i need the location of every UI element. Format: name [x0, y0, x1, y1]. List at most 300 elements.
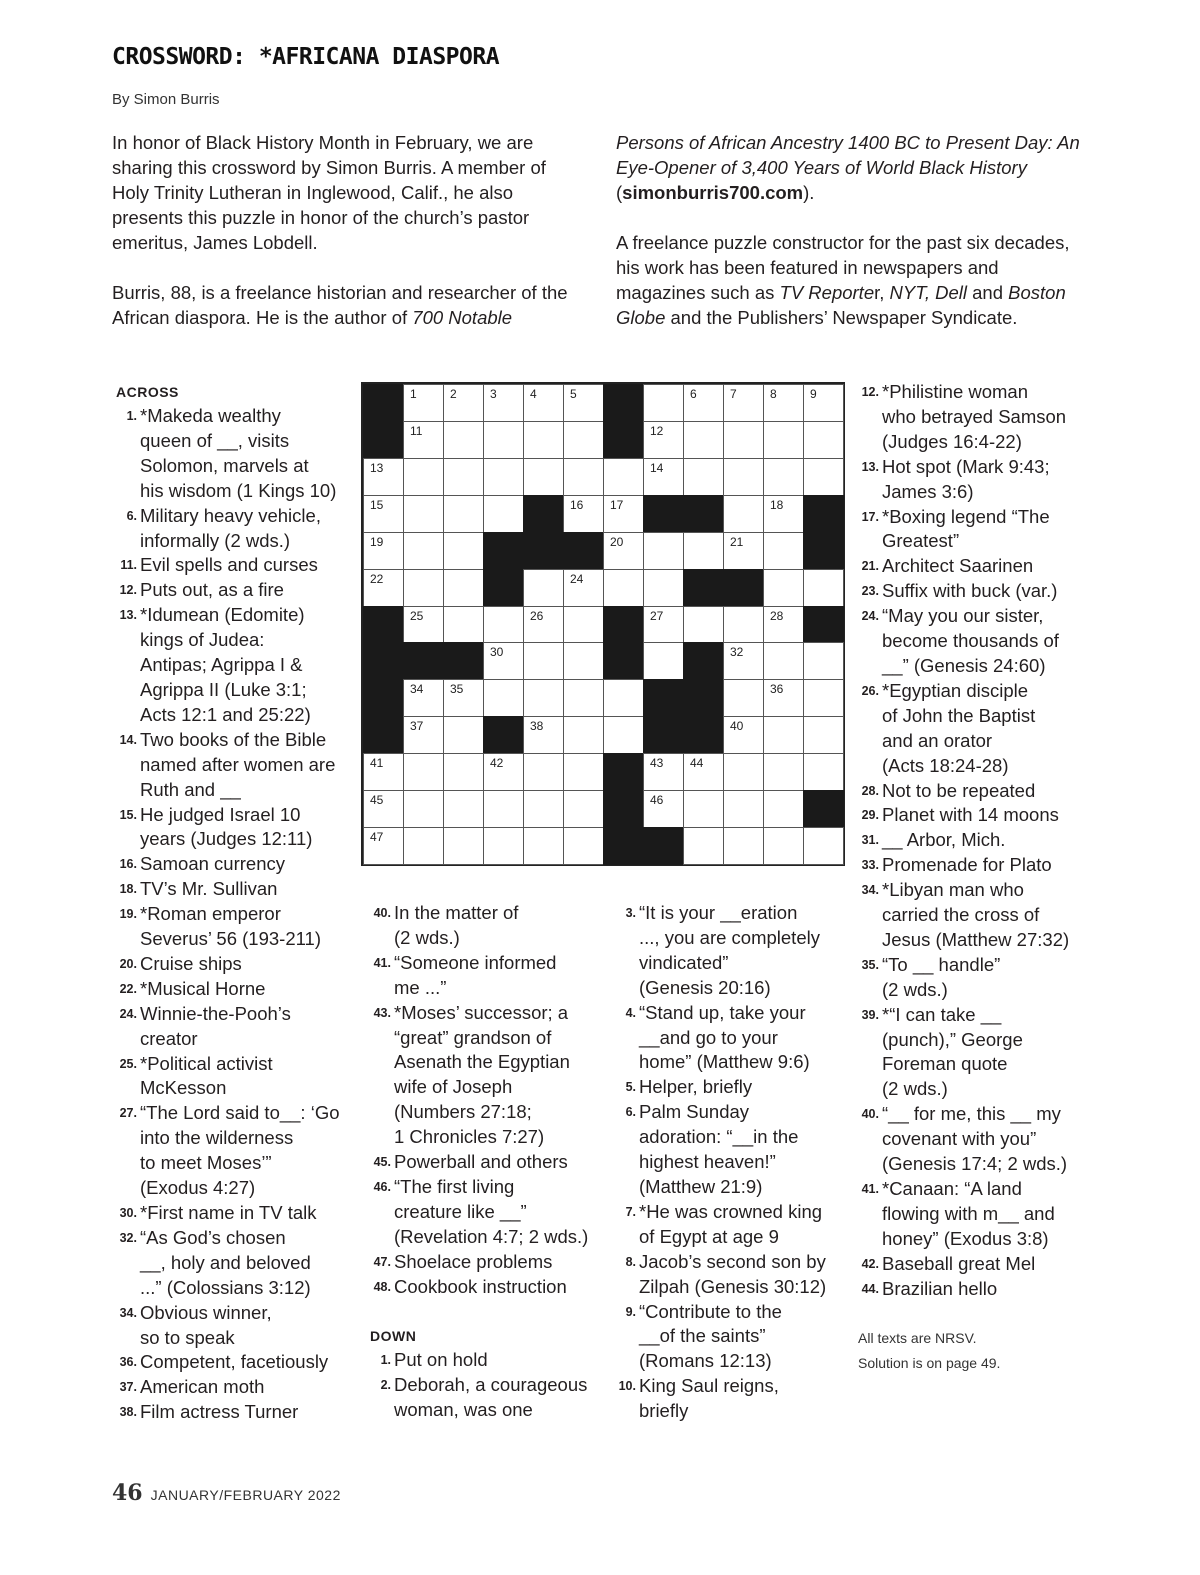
clue-number: 24.: [119, 1006, 137, 1021]
clue-number: 28.: [861, 783, 879, 798]
clue-text: In the matter of (2 wds.): [394, 902, 519, 948]
boston-globe: Boston Globe: [616, 282, 1066, 328]
grid-cell[interactable]: [443, 790, 484, 828]
grid-cell[interactable]: [723, 606, 764, 644]
grid-cell[interactable]: [443, 458, 484, 496]
grid-cell[interactable]: [643, 569, 684, 607]
down-clues-column-3: [612, 901, 852, 1424]
intro-paragraph-1: In honor of Black History Month in February, we are sharing this crossword by Simon Burris. A member of Holy Trinity Lutheran in Inglewood, Calif., he also presents this puzzle in honor of the church’s pastor emeritus, James Lobdell.: [112, 132, 546, 253]
black-square: [523, 495, 564, 533]
cell-number: 35: [450, 682, 464, 697]
clue-item: [855, 1277, 1095, 1302]
clue-text: Suffix with buck (var.): [882, 580, 1058, 602]
grid-cell[interactable]: [803, 827, 844, 865]
clue-number: 24.: [861, 609, 879, 624]
clue-item: [113, 1226, 353, 1301]
clue-item: [612, 1250, 852, 1300]
grid-cell[interactable]: [723, 753, 764, 791]
intro-p4-and: and: [967, 282, 1009, 303]
black-square: [723, 569, 764, 607]
clue-item: [855, 505, 1095, 555]
grid-cell[interactable]: [763, 421, 804, 459]
cell-number: 26: [530, 608, 544, 623]
clue-text: Cruise ships: [140, 952, 242, 974]
grid-cell[interactable]: [603, 679, 644, 717]
clue-text: Promenade for Plato: [882, 854, 1052, 876]
clue-item: [855, 779, 1095, 804]
page-number: 46: [112, 1480, 143, 1506]
clue-item: [612, 1001, 852, 1076]
cell-number: 43: [650, 756, 664, 771]
clue-text: Shoelace problems: [394, 1250, 553, 1272]
grid-cell[interactable]: [563, 716, 604, 754]
grid-cell[interactable]: [803, 458, 844, 496]
grid-cell[interactable]: [483, 421, 524, 459]
grid-cell[interactable]: [443, 421, 484, 459]
clue-item: [855, 455, 1095, 505]
clue-item: [855, 878, 1095, 953]
clue-item: [612, 1374, 852, 1424]
black-square: [363, 384, 404, 422]
grid-cell[interactable]: [563, 606, 604, 644]
grid-cell[interactable]: [523, 458, 564, 496]
black-square: [603, 790, 644, 828]
grid-cell[interactable]: [403, 827, 444, 865]
black-square: [363, 421, 404, 459]
clue-text: He judged Israel 10 years (Judges 12:11): [140, 803, 313, 850]
clue-item: [855, 953, 1095, 1003]
intro-p2-text: Burris, 88, is a freelance historian and researcher of the African diaspora. He is the author of: [112, 282, 568, 328]
clue-number: 36.: [119, 1355, 137, 1370]
black-square: [803, 532, 844, 570]
clue-item: [367, 1175, 607, 1250]
grid-cell[interactable]: [563, 827, 604, 865]
cell-number: 18: [770, 497, 784, 512]
grid-cell[interactable]: [523, 753, 564, 791]
grid-cell[interactable]: [563, 679, 604, 717]
black-square: [683, 495, 724, 533]
black-square: [683, 679, 724, 717]
grid-cell[interactable]: [643, 384, 684, 422]
grid-cell[interactable]: [563, 384, 604, 422]
clue-item: [113, 1301, 353, 1351]
clue-number: 25.: [119, 1056, 137, 1071]
clue-number: 19.: [119, 907, 137, 922]
grid-cell[interactable]: [403, 384, 444, 422]
clue-number: 29.: [861, 808, 879, 823]
black-square: [803, 790, 844, 828]
clue-item: [612, 1100, 852, 1200]
clue-text: “Someone informed me ...”: [394, 951, 557, 998]
grid-cell[interactable]: [683, 421, 724, 459]
grid-cell[interactable]: [763, 495, 804, 533]
clue-item: [113, 603, 353, 728]
grid-cell[interactable]: [443, 532, 484, 570]
grid-cell[interactable]: [683, 790, 724, 828]
grid-cell[interactable]: [523, 606, 564, 644]
clue-number: 1.: [380, 1353, 391, 1368]
black-square: [483, 569, 524, 607]
clue-number: 47.: [373, 1254, 391, 1269]
clue-item: [612, 1200, 852, 1250]
cell-number: 41: [370, 756, 384, 771]
black-square: [603, 384, 644, 422]
clue-number: 37.: [119, 1380, 137, 1395]
clue-number: 4.: [625, 1005, 636, 1020]
clue-text: Jacob’s second son by Zilpah (Genesis 30:12): [639, 1250, 827, 1297]
clue-number: 13.: [861, 459, 879, 474]
clue-item: [113, 1002, 353, 1052]
grid-cell[interactable]: [643, 606, 684, 644]
clue-text: Deborah, a courageous woman, was one: [394, 1374, 588, 1421]
grid-cell[interactable]: [403, 753, 444, 791]
grid-cell[interactable]: [803, 716, 844, 754]
grid-cell[interactable]: [403, 679, 444, 717]
clue-text: *He was crowned king of Egypt at age 9: [639, 1200, 823, 1247]
clue-text: *Egyptian disciple of John the Baptist and an orator (Acts 18:24-28): [882, 679, 1036, 776]
grid-cell[interactable]: [563, 642, 604, 680]
clues-column-2: [367, 901, 607, 1423]
grid-cell[interactable]: [443, 716, 484, 754]
tv-reporter: TV Reporte: [779, 282, 875, 303]
grid-cell[interactable]: [523, 642, 564, 680]
cell-number: 28: [770, 608, 784, 623]
grid-cell[interactable]: [803, 569, 844, 607]
cell-number: 17: [610, 497, 624, 512]
byline: By Simon Burris: [112, 91, 220, 108]
clue-item: [367, 1348, 607, 1373]
grid-cell[interactable]: [363, 569, 404, 607]
clue-text: Evil spells and curses: [140, 554, 318, 576]
cell-number: 2: [450, 387, 457, 401]
grid-cell[interactable]: [563, 458, 604, 496]
grid-cell[interactable]: [763, 384, 804, 422]
clue-item: [113, 728, 353, 803]
grid-cell[interactable]: [483, 458, 524, 496]
clue-item: [855, 554, 1095, 579]
cell-number: 15: [370, 497, 384, 512]
grid-cell[interactable]: [403, 421, 444, 459]
grid-cell[interactable]: [763, 679, 804, 717]
clue-text: Architect Saarinen: [882, 555, 1034, 577]
grid-cell[interactable]: [763, 716, 804, 754]
clue-text: *Musical Horne: [140, 977, 266, 999]
black-square: [603, 753, 644, 791]
cell-number: 4: [530, 387, 537, 401]
grid-cell[interactable]: [483, 606, 524, 644]
across-clues-column-1: [113, 380, 353, 1425]
clue-item: [367, 1275, 607, 1300]
paren-close: ).: [803, 182, 815, 203]
grid-cell[interactable]: [763, 606, 804, 644]
clue-number: 1.: [126, 409, 137, 423]
grid-cell[interactable]: [523, 421, 564, 459]
grid-cell[interactable]: [683, 827, 724, 865]
black-square: [363, 606, 404, 644]
grid-cell[interactable]: [683, 753, 724, 791]
intro-paragraph-4: [616, 230, 1091, 330]
clue-number: 23.: [861, 584, 879, 599]
notes: [858, 1326, 1000, 1376]
clue-item: [113, 877, 353, 902]
clue-item: [855, 1252, 1095, 1277]
grid-cell[interactable]: [403, 569, 444, 607]
cell-number: 34: [410, 682, 424, 697]
clue-number: 30.: [119, 1206, 137, 1220]
clue-number: 39.: [861, 1007, 879, 1022]
clue-text: *Political activist McKesson: [140, 1052, 273, 1099]
clue-item: [855, 803, 1095, 828]
grid-cell[interactable]: [803, 642, 844, 680]
grid-cell[interactable]: [723, 458, 764, 496]
clue-text: *Libyan man who carried the cross of Jesus (Matthew 27:32): [882, 879, 1070, 950]
grid-cell[interactable]: [683, 532, 724, 570]
grid-cell[interactable]: [483, 790, 524, 828]
grid-cell[interactable]: [723, 790, 764, 828]
grid-cell[interactable]: [523, 569, 564, 607]
clue-number: 27.: [119, 1106, 137, 1121]
clue-text: “The first living creature like __” (Revelation 4:7; 2 wds.): [394, 1175, 589, 1247]
grid-cell[interactable]: [563, 753, 604, 791]
black-square: [683, 642, 724, 680]
grid-cell[interactable]: [483, 753, 524, 791]
nrsv-note: All texts are NRSV.: [858, 1330, 977, 1346]
grid-cell[interactable]: [443, 679, 484, 717]
grid-cell[interactable]: [403, 458, 444, 496]
grid-cell[interactable]: [643, 642, 684, 680]
clue-text: *Philistine woman who betrayed Samson (Judges 16:4-22): [882, 381, 1067, 452]
cell-number: 13: [370, 460, 384, 475]
clue-item: [855, 1102, 1095, 1177]
cell-number: 30: [490, 645, 504, 660]
across-heading: ACROSS: [116, 384, 179, 400]
grid-cell[interactable]: [723, 827, 764, 865]
grid-cell[interactable]: [723, 532, 764, 570]
clue-item: [113, 1201, 353, 1226]
black-square: [643, 716, 684, 754]
black-square: [483, 716, 524, 754]
clue-text: King Saul reigns, briefly: [639, 1375, 779, 1422]
black-square: [603, 606, 644, 644]
grid-cell[interactable]: [803, 679, 844, 717]
clue-number: 42.: [861, 1256, 879, 1271]
grid-cell[interactable]: [483, 679, 524, 717]
book-title-part-2: Persons of African Ancestry 1400 BC to Present Day: An Eye-Opener of 3,400 Years of World Black History: [616, 132, 1080, 178]
clue-text: Palm Sunday adoration: “__in the highest heaven!” (Matthew 21:9): [639, 1101, 799, 1197]
clue-number: 46.: [373, 1179, 391, 1194]
clue-number: 45.: [373, 1155, 391, 1170]
grid-cell[interactable]: [523, 716, 564, 754]
grid-cell[interactable]: [763, 790, 804, 828]
clue-number: 14.: [119, 732, 137, 747]
cell-number: 16: [570, 497, 584, 512]
black-square: [363, 716, 404, 754]
down-heading: DOWN: [370, 1328, 417, 1345]
solution-note: Solution is on page 49.: [858, 1355, 1001, 1371]
grid-cell[interactable]: [643, 753, 684, 791]
clue-number: 3.: [625, 906, 636, 920]
grid-cell[interactable]: [603, 458, 644, 496]
grid-cell[interactable]: [483, 495, 524, 533]
intro-p4-sep: r,: [874, 282, 890, 303]
clue-item: [612, 901, 852, 1001]
grid-cell[interactable]: [603, 532, 644, 570]
cell-number: 14: [650, 460, 664, 475]
clue-text: American moth: [140, 1376, 265, 1398]
clue-text: Cookbook instruction: [394, 1275, 567, 1297]
cell-number: 36: [770, 682, 784, 697]
grid-cell[interactable]: [403, 790, 444, 828]
clue-number: 20.: [119, 956, 137, 971]
grid-cell[interactable]: [643, 458, 684, 496]
grid-cell[interactable]: [763, 458, 804, 496]
grid-cell[interactable]: [683, 384, 724, 422]
clue-number: 5.: [625, 1080, 636, 1095]
grid-cell[interactable]: [443, 827, 484, 865]
cell-number: 27: [650, 608, 664, 623]
intro-paragraph-2: [112, 280, 572, 330]
grid-cell[interactable]: [763, 569, 804, 607]
clue-item: [113, 852, 353, 877]
grid-cell[interactable]: [483, 384, 524, 422]
intro-paragraph-3: [616, 130, 1091, 205]
cell-number: 3: [490, 387, 497, 401]
grid-cell[interactable]: [723, 384, 764, 422]
grid-cell[interactable]: [563, 790, 604, 828]
grid-cell[interactable]: [443, 384, 484, 422]
clue-item: [855, 679, 1095, 779]
grid-cell[interactable]: [563, 421, 604, 459]
cell-number: 20: [610, 534, 624, 549]
clue-number: 40.: [373, 906, 391, 920]
clue-text: *First name in TV talk: [140, 1202, 317, 1223]
grid-cell[interactable]: [803, 753, 844, 791]
clue-number: 35.: [861, 957, 879, 972]
grid-cell[interactable]: [723, 421, 764, 459]
grid-cell[interactable]: [763, 753, 804, 791]
black-square: [483, 532, 524, 570]
cell-number: 21: [730, 534, 744, 549]
grid-cell[interactable]: [483, 642, 524, 680]
grid-cell[interactable]: [643, 790, 684, 828]
cell-number: 25: [410, 608, 424, 623]
black-square: [803, 495, 844, 533]
grid-cell[interactable]: [523, 827, 564, 865]
grid-cell[interactable]: [363, 458, 404, 496]
grid-cell[interactable]: [763, 827, 804, 865]
grid-cell[interactable]: [563, 569, 604, 607]
website-link[interactable]: simonburris700.com: [622, 182, 804, 203]
clue-text: Obvious winner, so to speak: [140, 1301, 272, 1348]
clue-text: *Roman emperor Severus’ 56 (193-211): [140, 903, 321, 950]
clue-text: “The Lord said to__: ‘Go into the wilderness to meet Moses’” (Exodus 4:27): [140, 1102, 340, 1199]
grid-cell[interactable]: [763, 642, 804, 680]
nyt-dell: NYT, Dell: [889, 282, 967, 303]
grid-cell[interactable]: [363, 753, 404, 791]
grid-cell[interactable]: [683, 458, 724, 496]
clue-item: [113, 952, 353, 977]
grid-cell[interactable]: [443, 569, 484, 607]
clue-text: Not to be repeated: [882, 779, 1036, 801]
page-title: CROSSWORD: *AFRICANA DIASPORA: [112, 44, 500, 70]
grid-cell[interactable]: [523, 679, 564, 717]
grid-cell[interactable]: [403, 716, 444, 754]
clue-number: 15.: [119, 807, 137, 822]
grid-cell[interactable]: [403, 606, 444, 644]
grid-cell[interactable]: [763, 532, 804, 570]
grid-cell[interactable]: [603, 495, 644, 533]
grid-cell[interactable]: [363, 495, 404, 533]
clue-item: [367, 1373, 607, 1423]
clue-item: [855, 828, 1095, 853]
cell-number: 42: [490, 756, 504, 771]
clue-number: 16.: [119, 857, 137, 872]
clue-item: [855, 853, 1095, 878]
grid-cell[interactable]: [723, 495, 764, 533]
clue-number: 33.: [861, 858, 879, 873]
black-square: [643, 679, 684, 717]
cell-number: 46: [650, 793, 664, 808]
clue-item: [367, 1250, 607, 1275]
clue-number: 7.: [625, 1204, 636, 1219]
cell-number: 19: [370, 534, 384, 549]
black-square: [803, 606, 844, 644]
grid-cell[interactable]: [643, 421, 684, 459]
grid-cell[interactable]: [723, 642, 764, 680]
cell-number: 1: [410, 387, 417, 401]
grid-cell[interactable]: [363, 532, 404, 570]
grid-cell[interactable]: [563, 495, 604, 533]
clue-item: [113, 404, 353, 504]
grid-cell[interactable]: [363, 790, 404, 828]
grid-cell[interactable]: [723, 716, 764, 754]
grid-cell[interactable]: [363, 827, 404, 865]
grid-cell[interactable]: [603, 716, 644, 754]
grid-cell[interactable]: [643, 532, 684, 570]
spacer: [367, 1300, 607, 1325]
clue-item: [113, 504, 353, 554]
grid-cell[interactable]: [803, 421, 844, 459]
clue-item: [113, 578, 353, 603]
grid-cell[interactable]: [443, 753, 484, 791]
clue-text: “To __ handle” (2 wds.): [882, 953, 1001, 1000]
grid-cell[interactable]: [803, 384, 844, 422]
grid-cell[interactable]: [403, 532, 444, 570]
clue-number: 18.: [119, 882, 137, 897]
clue-item: [855, 604, 1095, 679]
clue-item: [113, 1101, 353, 1201]
clue-text: Winnie-the-Pooh’s creator: [140, 1002, 291, 1049]
clue-item: [367, 901, 607, 951]
grid-cell[interactable]: [443, 606, 484, 644]
clue-item: [367, 1001, 607, 1150]
clue-number: 44.: [861, 1281, 879, 1296]
cell-number: 47: [370, 830, 384, 845]
grid-cell[interactable]: [483, 827, 524, 865]
grid-cell[interactable]: [683, 606, 724, 644]
black-square: [603, 827, 644, 865]
grid-cell[interactable]: [443, 495, 484, 533]
grid-cell[interactable]: [723, 679, 764, 717]
grid-cell[interactable]: [523, 384, 564, 422]
clue-text: *Idumean (Edomite) kings of Judea: Antipas; Agrippa I & Agrippa II (Luke 3:1; Acts 12:1 and 25:22): [140, 604, 311, 725]
clue-number: 26.: [861, 683, 879, 698]
grid-cell[interactable]: [523, 790, 564, 828]
grid-cell[interactable]: [603, 569, 644, 607]
grid-cell[interactable]: [403, 495, 444, 533]
clue-number: 12.: [861, 385, 879, 399]
clue-number: 2.: [380, 1378, 391, 1393]
